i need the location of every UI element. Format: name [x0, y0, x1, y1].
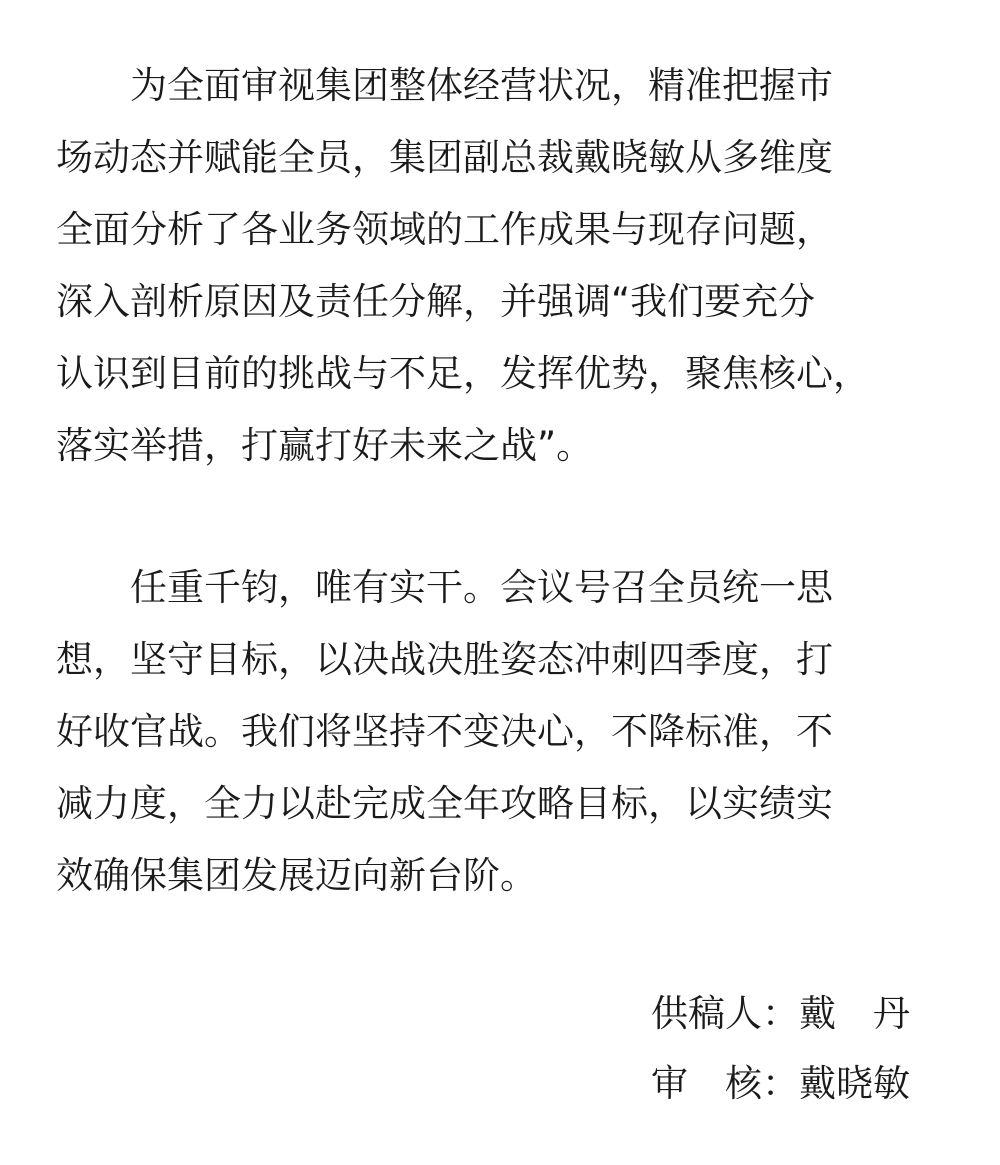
text-line: 落实举措，打赢打好未来之战”。 [56, 424, 594, 467]
text-line: 效确保集团发展迈向新台阶。 [56, 854, 537, 897]
reviewer-credit: 审 核：戴晓敏 [651, 1062, 910, 1105]
text-line: 任重千钧，唯有实干。会议号召全员统一思 [56, 566, 833, 609]
contributor-credit: 供稿人：戴 丹 [651, 992, 910, 1035]
text-line: 深入剖析原因及责任分解，并强调“我们要充分 [56, 280, 816, 323]
text-line: 场动态并赋能全员，集团副总裁戴晓敏从多维度 [56, 136, 833, 179]
text-line: 全面分析了各业务领域的工作成果与现存问题， [56, 208, 833, 251]
paragraph-2 [56, 552, 944, 912]
text-line: 认识到目前的挑战与不足，发挥优势，聚焦核心， [56, 352, 870, 395]
text-line: 减力度，全力以赴完成全年攻略目标，以实绩实 [56, 782, 833, 825]
paragraph-1 [56, 50, 944, 482]
paragraph-gap [56, 482, 944, 552]
text-line: 想，坚守目标，以决战决胜姿态冲刺四季度，打 [56, 638, 833, 681]
text-line: 为全面审视集团整体经营状况，精准把握市 [56, 64, 833, 107]
text-line: 好收官战。我们将坚持不变决心，不降标准，不 [56, 710, 833, 753]
article-body [56, 50, 944, 912]
